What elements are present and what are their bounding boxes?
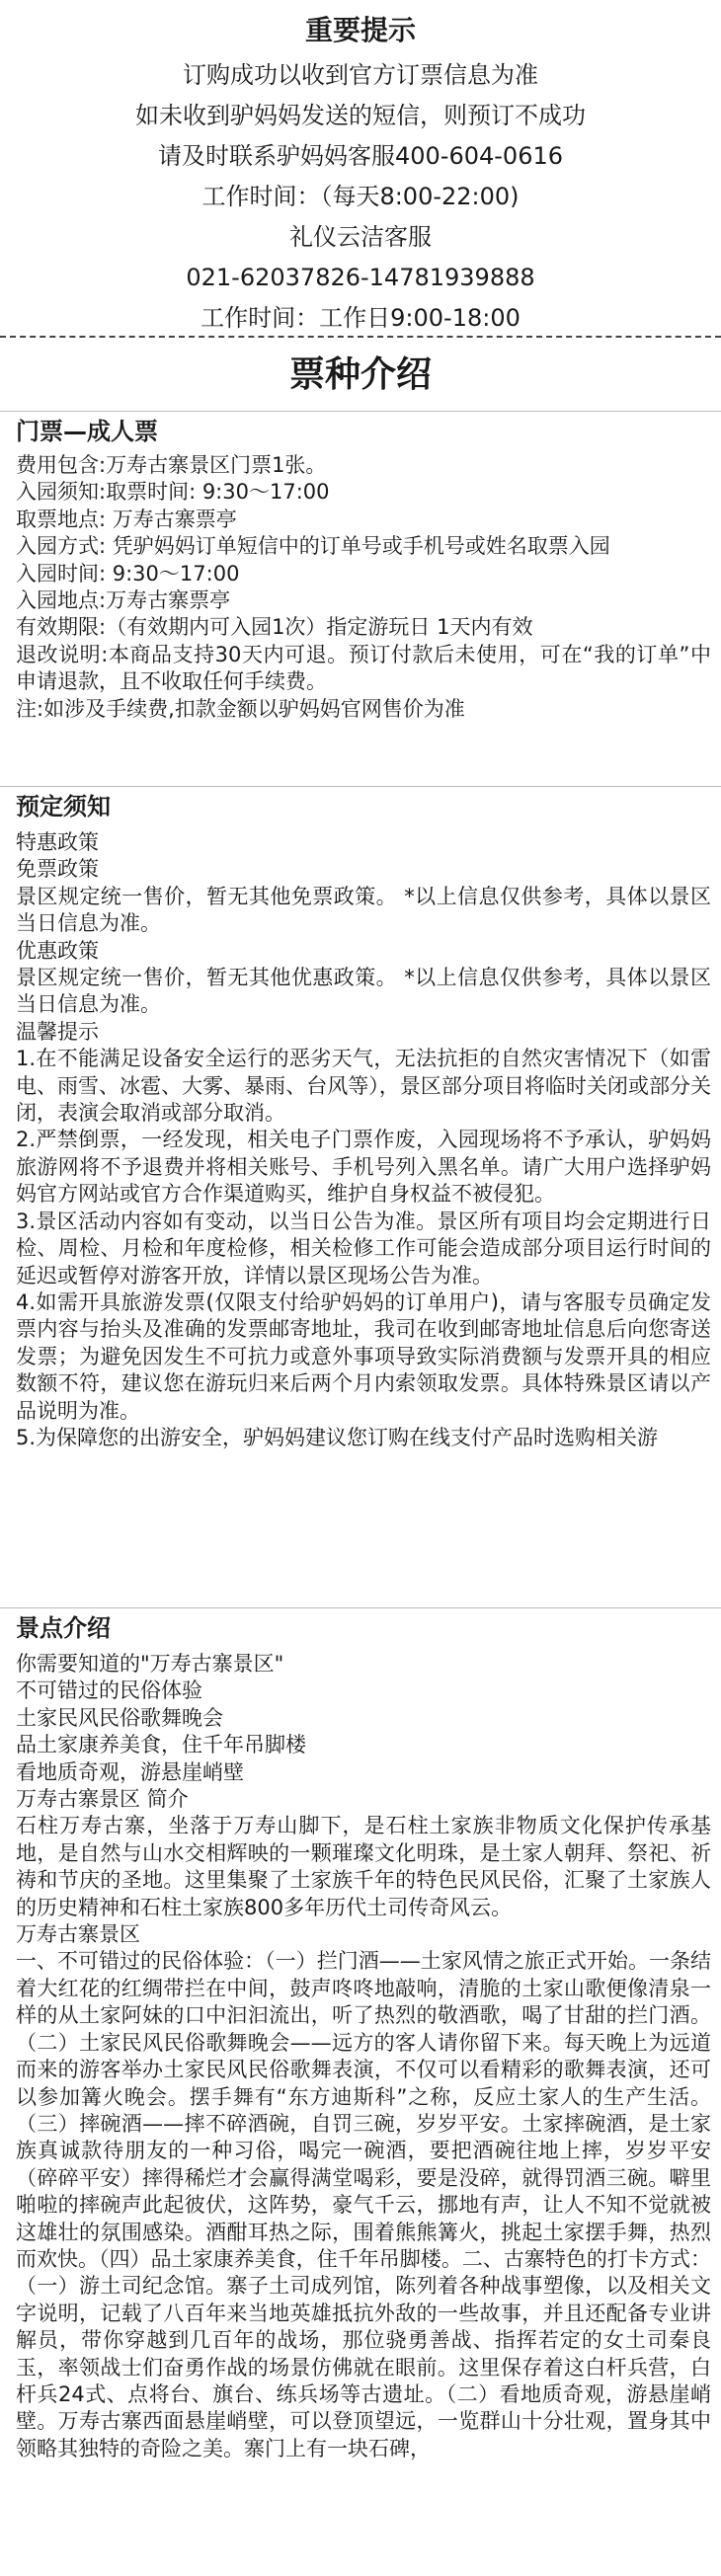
ticket-info-line: 入园须知:取票时间: 9:30～17:00 [16,480,330,505]
section-divider [0,411,721,412]
free-policy-text: 景区规定统一售价，暂无其他免票政策。 *以上信息仅供参考，具体以景区当日信息为准。 [16,884,711,936]
tip-item: 1.在不能满足设备安全运行的恶劣天气，无法抗拒的自然灾害情况下（如雷电、雨雪、冰雹、大雾、暴雨、台风等），景区部分项目将临时关闭或部分关闭，表演会取消或部分取消。 [16,1047,711,1126]
special-policy-label: 特惠政策 [16,830,99,854]
attraction-highlight: 不可错过的民俗体验 [16,1678,202,1703]
ticket-info-line: 入园方式: 凭驴妈妈订单短信中的订单号或手机号或姓名取票入园 [16,534,610,559]
ticket-info-line: 入园地点:万寿古寨票亭 [16,588,231,613]
booking-notes-section [16,790,711,1451]
attraction-know-title: 你需要知道的"万寿古寨景区" [16,1652,284,1676]
attraction-heading: 景点介绍 [16,1614,111,1642]
tip-item: 2.严禁倒票，一经发现，相关电子门票作废，入园现场将不予承认，驴妈妈旅游网将不予退费并将相关账号、手机号列入黑名单。请广大用户选择驴妈妈官方网站或官方合作渠道购买，维护自身权益不被侵犯。 [16,1128,711,1207]
adult-ticket-heading: 门票—成人票 [16,418,158,445]
fee-note: 注:如涉及手续费,扣款金额以驴妈妈官网售价为准 [16,696,465,721]
tip-item: 5.为保障您的出游安全，驴妈妈建议您订购在线支付产品时选购相关游 [16,1425,659,1449]
intro-heading: 万寿古寨景区 简介 [16,1787,189,1812]
attraction-highlight: 土家民风民俗歌舞晚会 [16,1705,223,1730]
important-notice [0,0,721,339]
notice-line: 如未收到驴妈妈发送的短信，则预订不成功 [135,102,586,129]
notice-line: 订购成功以收到官方订票信息为准 [183,61,538,89]
notice-line: 礼仪云洁客服 [289,223,432,251]
ticket-info-line: 取票地点: 万寿古寨票亭 [16,507,237,531]
notice-line: 工作时间：工作日9:00-18:00 [200,304,521,332]
section-divider [0,786,721,787]
ticket-intro-title: 票种介绍 [288,354,432,395]
ticket-info-line: 费用包含:万寿古寨景区门票1张。 [16,453,327,477]
refund-policy: 退改说明:本商品支持30天内可退。预订付款后未使用，可在“我的订单”中申请退款，且不收取任何手续费。 [16,642,711,694]
tips-heading: 温馨提示 [16,1019,99,1044]
notice-line: 021-62037826-14781939888 [186,264,535,291]
ticket-info-line: 入园时间: 9:30～17:00 [16,561,240,585]
dashed-divider [0,336,721,338]
notice-line: 工作时间：（每天8:00-22:00) [201,183,520,210]
ticket-info-line: 有效期限:（有效期内可入园1次）指定游玩日 1天内有效 [16,615,533,640]
area-text: 一、不可错过的民俗体验：（一）拦门酒——土家风情之旅正式开始。一条结着大红花的红绸带拦在中间，鼓声咚咚地敲响，清脆的土家山歌便像清泉一样的从土家阿妹的口中汩汩流出，听了热烈的敬酒歌，喝了甘甜的拦门酒。（二）土家民风民俗歌舞晚会——远方的客人请你留下来。每天晚上为远道而来的游客举办土家民风民俗歌舞表演，不仅可以看精彩的歌舞表演，还可以参加篝火晚会。摆手舞有“东方迪斯科”之称，反应土家人的生产生活。（三）摔碗酒——摔不碎酒碗，自罚三碗，岁岁平安。土家摔碗酒，是土家族真诚款待朋友的一种习俗，喝完一碗酒，要把酒碗往地上摔，岁岁平安（碎碎平安）摔得稀烂才会赢得满堂喝彩，要是没碎，就得罚酒三碗。噼里啪啦的摔碗声此起彼伏，这阵势，豪气千云，挪地有声，让人不知不觉就被这雄壮的氛围感染。酒酣耳热之际，围着熊熊篝火，挑起土家摆手舞，热烈而欢快。（四）品土家康养美食，住千年吊脚楼。二、古寨特色的打卡方式：（一）游土司纪念馆。寨子土司成列馆，陈列着各种战事塑像，以及相关文字说明，记载了八百年来当地英雄抵抗外敌的一些故事，并且还配备专业讲解员，带你穿越到几百年的战场，那位骁勇善战、指挥若定的女土司秦良玉，率领战士们奋勇作战的场景仿佛就在眼前。这里保存着这白杆兵营，白杆兵24式、点将台、旗台、练兵场等古遗址。（二）看地质奇观，游悬崖峭壁。万寿古寨西面悬崖峭壁，可以登顶望远，一览群山十分壮观，置身其中领略其独特的奇险之美。寨门上有一块石碑， [16,1949,711,2460]
attraction-highlight: 看地质奇观，游悬崖峭壁 [16,1759,244,1784]
discount-policy-text: 景区规定统一售价，暂无其他优惠政策。 *以上信息仅供参考，具体以景区当日信息为准。 [16,966,711,1017]
attraction-highlight: 品土家康养美食，住千年吊脚楼 [16,1733,306,1757]
booking-notes-heading: 预定须知 [16,793,111,820]
free-policy-label: 免票政策 [16,857,99,882]
attraction-section [16,1611,711,2576]
adult-ticket-section [16,415,711,723]
intro-text: 石柱万寿古寨，坐落于万寿山脚下，是石柱土家族非物质文化保护传承基地，是自然与山水交相辉映的一颗璀璨文化明珠，是土家人朝拜、祭祀、祈祷和节庆的圣地。这里集聚了土家族千年的特色民风民俗，汇聚了土家族人的历史精神和石柱土家族800多年历代土司传奇风云。 [16,1814,711,1919]
notice-line: 请及时联系驴妈妈客服400-604-0616 [157,142,563,170]
discount-policy-label: 优惠政策 [16,938,99,963]
notice-title: 重要提示 [304,14,416,46]
tip-item: 3.景区活动内容如有变动，以当日公告为准。景区所有项目均会定期进行日检、周检、月检和年度检修，相关检修工作可能会造成部分项目运行时间的延迟或暂停对游客开放，详情以景区现场公告为准。 [16,1209,711,1288]
tip-item: 4.如需开具旅游发票(仅限支付给驴妈妈的订单用户)，请与客服专员确定发票内容与抬头及准确的发票邮寄地址，我司在收到邮寄地址信息后向您寄送发票；为避免因发生不可抗力或意外事项导致实际消费额与发票开具的相应数额不符，建议您在游玩归来后两个月内索领取发票。具体特殊景区请以产品说明为准。 [16,1289,711,1423]
section-divider [0,1607,721,1608]
area-heading: 万寿古寨景区 [16,1922,140,1947]
